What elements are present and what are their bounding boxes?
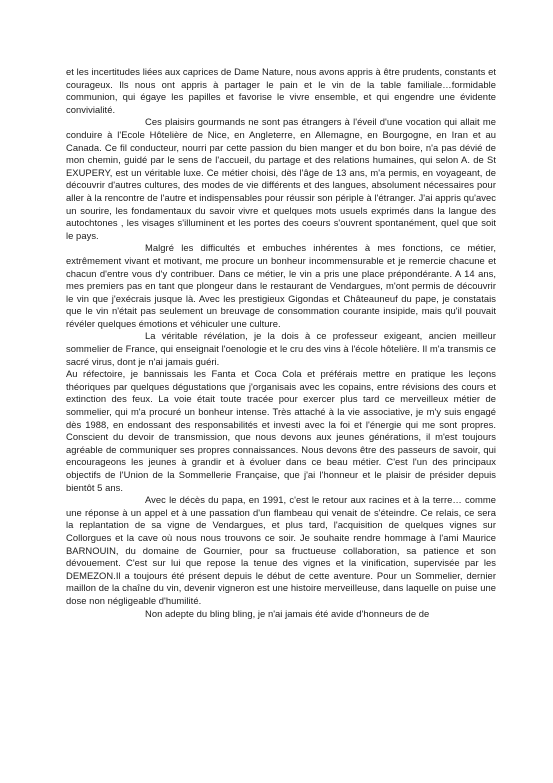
paragraph: La véritable révélation, je la dois à ce professeur exigeant, ancien meilleur sommelier de France, qui enseignait l'oenologie et le cru des vins à l'école hôtelière. Il m'a transmis ce sacré virus, dont je n'ai jamais guéri. (66, 330, 496, 367)
paragraph: Avec le décès du papa, en 1991, c'est le retour aux racines et à la terre… comme une réponse à un appel et à une passation d'un flambeau qui venait de s'éteindre. Ce relais, ce sera la replantation de sa vigne de Vendargues, et plus tard, l'acquisition de quelques vignes sur Collorgues et la cave où nous nous trouvons ce soir. Je souhaite rendre hommage à l'ami Maurice BARNOUIN, du domaine de Gournier, pour sa fructueuse collaboration, sa patience et son dévouement. C'est sur lui que repose la tenue des vignes et la vinification, supervisée par les DEMEZON.Il a toujours été présent depuis le début de cette aventure. Pour un Sommelier, dernier maillon de la chaîne du vin, devenir vigneron est une histoire merveilleuse, dans laquelle on puise une dose non négligeable d'humilité. (66, 494, 496, 606)
paragraph: Au réfectoire, je bannissais les Fanta et Coca Cola et préférais mettre en pratique les leçons théoriques par quelques dégustations que j'organisais avec les copains, entre révisions des cours et extinction des feux. La voie était toute tracée pour exercer plus tard ce merveilleux métier de sommelier, qui m'a procuré un bonheur intense. Très attaché à la vie associative, je m'y suis engagé dès 1988, en endossant des responsabilités et investi avec la foi et l'énergie qui me sont propres. Conscient du devoir de transmission, que nous devons aux jeunes générations, il m'est toujours agréable de communiquer ses propres connaissances. Nous devons être des passeurs de savoir, qui encourageons les jeunes à grandir et à évoluer dans ce beau métier. C'est l'un des principaux objectifs de l'Union de la Sommellerie Française, que j'ai l'honneur et le plaisir de présider depuis bientôt 5 ans. (66, 368, 496, 493)
paragraph: Non adepte du bling bling, je n'ai jamais été avide d'honneurs de de (145, 607, 430, 619)
document-body (66, 66, 496, 620)
paragraph: Malgré les difficultés et embuches inhérentes à mes fonctions, ce métier, extrêmement vivant et motivant, me procure un bonheur incommensurable et je remercie chacune et chacun d'entre vous d'y contribuer. Dans ce métier, le vin a pris une place prépondérante. A 14 ans, mes premiers pas en tant que plongeur dans le restaurant de Vendargues, m'ont permis de découvrir le vin que j'exécrais jusque là. Avec les prestigieux Gigondas et Châteauneuf du pape, je constatais que le vin n'était pas seulement un breuvage de consommation courante insipide, mais qu'il pouvait révéler quelques émotions et véhiculer une culture. (66, 242, 496, 329)
paragraph: Ces plaisirs gourmands ne sont pas étrangers à l'éveil d'une vocation qui allait me conduire à l'Ecole Hôtelière de Nice, en Angleterre, en Allemagne, en Bourgogne, en Iran et au Canada. Ce fil conducteur, nourri par cette passion du bien manger et du bon boire, n'a pas dévié de mon chemin, guidé par le sens de l'accueil, du partage et des relations humaines, qui selon A. de St EXUPERY, est un véritable luxe. Ce métier choisi, dès l'âge de 13 ans, m'a permis, en voyageant, de découvrir d'autres cultures, des modes de vie différents et des langues, absolument nécessaires pour aller à la rencontre de l'autre et indispensables pour réussir son périple à l'étranger. J'ai appris qu'avec un sourire, les fondamentaux du savoir vivre et quelques mots usuels exprimés dans la langue des autochtones , les visages s'illuminent et les portes des coeurs s'ouvrent spontanément, quel que soit le pays. (66, 116, 496, 241)
paragraph: et les incertitudes liées aux caprices de Dame Nature, nous avons appris à être prudents, constants et courageux. Ils nous ont appris à partager le pain et le vin de la table familiale…formidable communion, qui égaye les papilles et favorise le vivre ensemble, et qui engendre une évidente convivialité. (66, 66, 496, 115)
